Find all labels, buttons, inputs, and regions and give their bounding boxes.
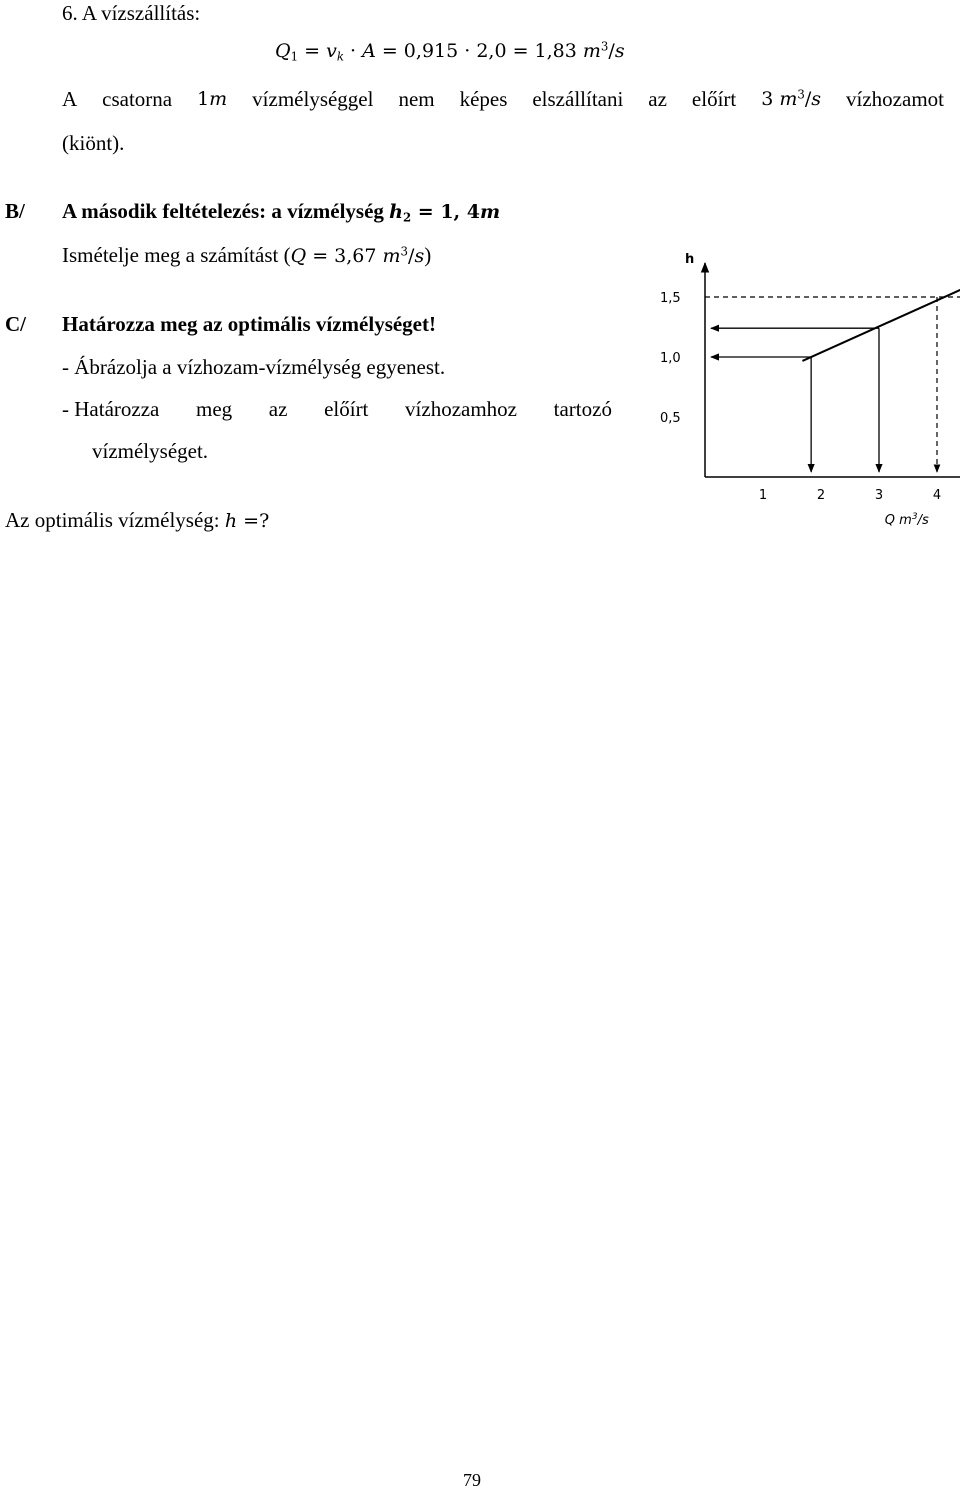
section-b-instruction [62, 242, 431, 269]
bullet-word: tartozó [553, 397, 612, 421]
section-b-label: B/ [5, 199, 25, 223]
bullet-word: az [268, 397, 288, 421]
para-word: nem [398, 87, 435, 111]
formula-a: A [362, 40, 376, 62]
bullet-word: előírt [324, 397, 369, 421]
x-tick-label: 3 [874, 488, 884, 503]
flow-value: = 3,67 [306, 245, 383, 267]
final-h: h [224, 510, 238, 532]
flow-m: m [779, 88, 798, 110]
bullet-word: vízhozamhoz [405, 397, 517, 421]
section-c-title: Határozza meg az optimális vízmélységet! [62, 312, 436, 336]
formula-q: Q [275, 40, 291, 62]
depth-h-value: = 1, 4 [411, 201, 480, 223]
section-b-flow [291, 245, 425, 267]
formula-m: m [582, 40, 601, 62]
section-c-bullet-1: - Ábrázolja a vízhozam-vízmélység egyenest. [62, 355, 446, 379]
flow-slash: / [804, 88, 812, 110]
bullet-word: meg [195, 397, 233, 421]
depth-h-unit: m [480, 201, 501, 223]
required-flow [761, 86, 821, 112]
final-question-math [225, 510, 269, 532]
section-b-depth [389, 201, 500, 223]
formula-eq: = [298, 40, 327, 62]
formula-v: v [326, 40, 337, 62]
flow-s: s [414, 245, 425, 267]
para-word: képes [459, 87, 508, 111]
x-tick-label: 4 [932, 488, 942, 503]
y-tick-label: 1,5 [660, 291, 681, 306]
final-question [5, 507, 269, 534]
page-number: 79 [463, 1470, 481, 1490]
flow-number: 3 [761, 88, 780, 110]
paragraph-capacity [62, 86, 944, 112]
x-tick-label: 1 [758, 488, 768, 503]
flow-sup: 3 [400, 244, 409, 259]
formula-v-sub: k [336, 49, 344, 64]
y-axis-label: h [685, 252, 695, 267]
depth-unit: m [209, 88, 228, 110]
para-word: az [648, 87, 667, 111]
para-word: vízmélységgel [252, 87, 374, 111]
depth-number: 1 [197, 88, 210, 110]
depth-value [197, 86, 227, 112]
final-question-text: Az optimális vízmélység: [5, 508, 225, 532]
x-tick-label: 2 [816, 488, 826, 503]
flow-depth-line [802, 287, 960, 361]
para-word: csatorna [102, 87, 173, 111]
section-c-bullet-2-line2: vízmélységet. [92, 439, 209, 463]
y-tick-label: 0,5 [660, 411, 681, 426]
formula-dot: · [343, 40, 363, 62]
flow-slash: / [408, 245, 415, 267]
flow-m: m [382, 245, 401, 267]
section-b-title-text: A második feltételezés: a vízmélység [62, 199, 390, 223]
section-c-bullet-2 [62, 396, 612, 422]
section-b-instruction-text: Ismételje meg a számítást ( [62, 243, 291, 267]
flow-formula [275, 40, 625, 62]
x-axis-label: Q $m^3/s$ [884, 512, 929, 528]
section-heading: 6. A vízszállítás: [62, 1, 201, 25]
y-tick-label: 1,0 [660, 351, 681, 366]
para-word: A [62, 87, 78, 111]
flow-s: s [811, 88, 822, 110]
flow-depth-chart [640, 252, 950, 537]
depth-h: h [389, 201, 403, 223]
formula-q-sub: 1 [290, 49, 299, 64]
para-word: előírt [691, 87, 737, 111]
section-c-label: C/ [5, 312, 26, 336]
para-word: vízhozamot [846, 87, 944, 111]
para-word: elszállítani [532, 87, 624, 111]
formula-rest: = 0,915 · 2,0 = 1,83 [375, 40, 583, 62]
depth-h-sub: 2 [402, 210, 412, 225]
formula-m-sup: 3 [600, 39, 609, 54]
final-rest: =? [237, 510, 270, 532]
section-b-title [62, 198, 500, 225]
bullet-word: - Határozza [62, 397, 160, 421]
formula-s: s [614, 40, 625, 62]
flow-q: Q [290, 245, 307, 267]
paragraph-line2: (kiönt). [62, 131, 125, 155]
formula-slash: / [608, 40, 615, 62]
flow-sup: 3 [797, 87, 805, 102]
paren-close: ) [424, 243, 432, 267]
